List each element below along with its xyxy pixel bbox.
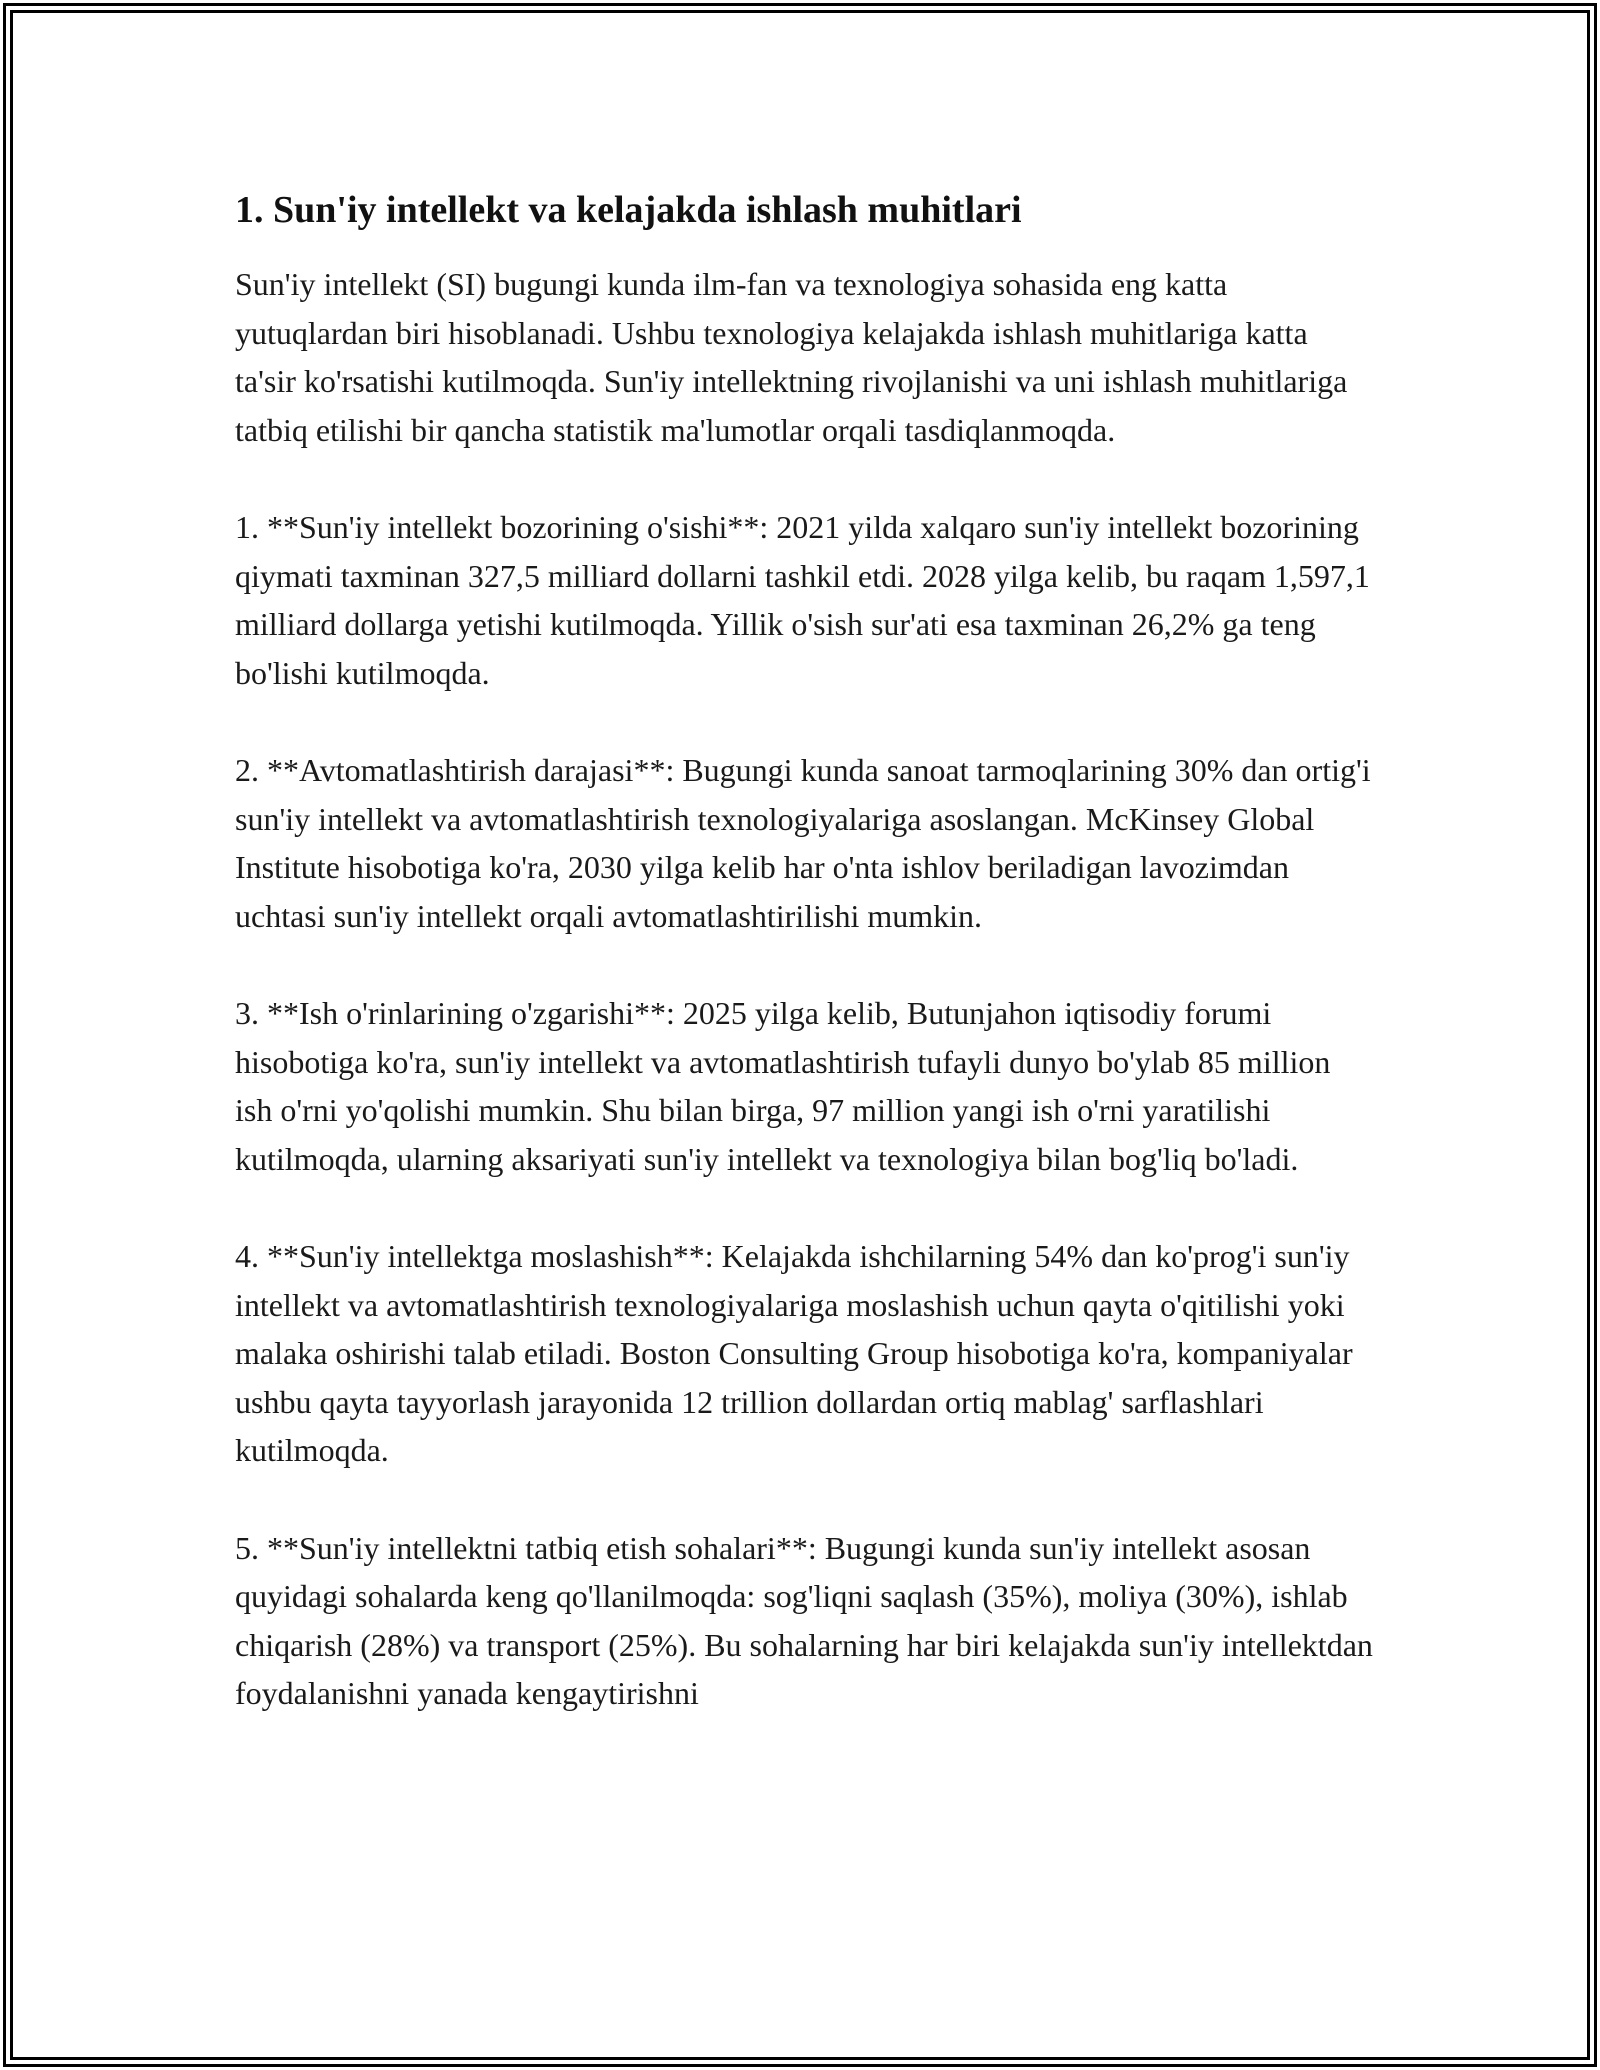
point-4-adaptation: 4. **Sun'iy intellektga moslashish**: Kelajakda ishchilarning 54% dan ko'prog'i sun'iy intellekt va avtomatlashtirish texnologiyalariga moslashish uchun qayta o'qitilishi yoki malaka oshirishi talab etiladi. Boston Consulting Group hisobotiga ko'ra, kompaniyalar ushbu qayta tayyorlash jarayonida 12 trillion dollardan ortiq mablag' sarflashlari kutilmoqda. xyxy=(235,1238,1353,1468)
document-body xyxy=(235,186,1375,1767)
document-title: 1. Sun'iy intellekt va kelajakda ishlash muhitlari xyxy=(235,189,1022,231)
point-1-market-growth: 1. **Sun'iy intellekt bozorining o'sishi**: 2021 yilda xalqaro sun'iy intellekt bozorining qiymati taxminan 327,5 milliard dollarni tashkil etdi. 2028 yilga kelib, bu raqam 1,597,1 milliard dollarga yetishi kutilmoqda. Yillik o'sish sur'ati esa taxminan 26,2% ga teng bo'lishi kutilmoqda. xyxy=(235,509,1370,691)
point-3-job-changes: 3. **Ish o'rinlarining o'zgarishi**: 2025 yilga kelib, Butunjahon iqtisodiy forumi hisobotiga ko'ra, sun'iy intellekt va avtomatlashtirish tufayli dunyo bo'ylab 85 million ish o'rni yo'qolishi mumkin. Shu bilan birga, 97 million yangi ish o'rni yaratilishi kutilmoqda, ularning aksariyati sun'iy intellekt va texnologiya bilan bog'liq bo'ladi. xyxy=(235,995,1331,1177)
point-5-application-areas: 5. **Sun'iy intellektni tatbiq etish sohalari**: Bugungi kunda sun'iy intellekt asosan quyidagi sohalarda keng qo'llanilmoqda: sog'liqni saqlash (35%), moliya (30%), ishlab chiqarish (28%) va transport (25%). Bu sohalarning har biri kelajakda sun'iy intellektdan foydalanishni yanada kengaytirishni xyxy=(235,1529,1373,1711)
intro-paragraph: Sun'iy intellekt (SI) bugungi kunda ilm-fan va texnologiya sohasida eng katta yutuqlardan biri hisoblanadi. Ushbu texnologiya kelajakda ishlash muhitlariga katta ta'sir ko'rsatishi kutilmoqda. Sun'iy intellektning rivojlanishi va uni ishlash muhitlariga tatbiq etilishi bir qancha statistik ma'lumotlar orqali tasdiqlanmoqda. xyxy=(235,266,1348,448)
point-2-automation-level: 2. **Avtomatlashtirish darajasi**: Bugungi kunda sanoat tarmoqlarining 30% dan ortig'i sun'iy intellekt va avtomatlashtirish texnologiyalariga asoslangan. McKinsey Global Institute hisobotiga ko'ra, 2030 yilga kelib har o'nta ishlov beriladigan lavozimdan uchtasi sun'iy intellekt orqali avtomatlashtirilishi mumkin. xyxy=(235,752,1371,934)
